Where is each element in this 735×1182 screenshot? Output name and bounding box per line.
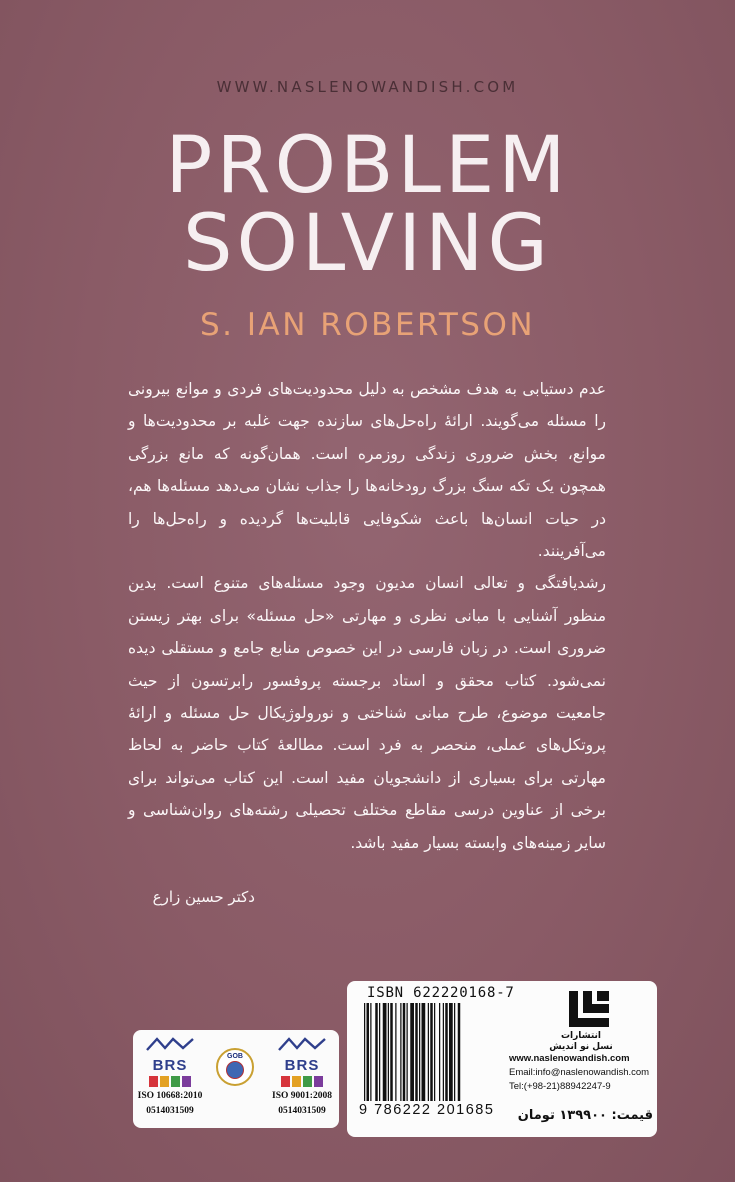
barcode-icon (362, 1003, 498, 1103)
book-title-line1: PROBLEM (165, 121, 570, 211)
isbn-label: ISBN 622220168-7 (367, 985, 515, 1001)
cert-code-right: 0514031509 (278, 1106, 326, 1116)
publisher-name-line2: نسل نو اندیش (549, 1042, 613, 1052)
back-cover-blurb (128, 373, 606, 859)
brs-certificate-left (137, 1036, 203, 1117)
publisher-phone: Tel:(+98-21)88942247-9 (509, 1081, 611, 1092)
publisher-website-header: WWW.NASLENOWANDISH.COM (216, 78, 519, 96)
book-title-line2: SOLVING (183, 199, 552, 289)
blurb-paragraph-1: عدم دستیابی به هدف مشخص به دلیل محدودیت‌های فردی و موانع بیرونی را مسئله می‌گویند. ارائهٔ راه‌حل‌های سازنده جهت غلبه بر محدودیت‌ها و موانع، بخش ضروری زندگی روزمره است. همان‌گونه که مانع بزرگی همچون یک تکه سنگ بزرگ رودخانه‌ها را جذاب نشان می‌دهد مسئله‌ها هم، در حیات انسان‌ها باعث شکوفایی قابلیت‌ها گردیده و راه‌حل‌ها را می‌آفرینند. (128, 380, 606, 561)
book-author: S. IAN ROBERTSON (199, 307, 536, 343)
brs-brand-left: BRS (152, 1057, 188, 1074)
brs-certificate-right (269, 1036, 335, 1117)
isbn-digits: 9 786222 201685 (359, 1102, 495, 1118)
blurb-paragraph-2: رشدیافتگی و تعالی انسان مدیون وجود مسئله‌های متنوع است. بدین منظور آشنایی با مبانی نظری و مهارتی «حل مسئله» برای بهتر زیستن ضروری است. در زبان فارسی در این خصوص منابع جامع و مستقلی دیده نمی‌شود. کتاب محقق و استاد برجسته پروفسور رابرتسون از حیث جامعیت موضوع، طرح مبانی شناختی و نورولوژیکال حل مسئله و ارائهٔ پروتکل‌های عملی، منحصر به فرد است. مطالعهٔ کتاب حاضر به لحاظ مهارتی برای بسیاری از دانشجویان مفید است. این کتاب می‌تواند برای برخی از عناوین درسی مقاطع مختلف تحصیلی رشته‌های روان‌شناسی و سایر زمینه‌های وابسته بسیار مفید باشد. (128, 574, 606, 852)
book-price: قیمت: ۱۳۹۹۰۰ تومان (517, 1108, 653, 1123)
globe-icon (226, 1061, 244, 1079)
iso-standard-right: ISO 9001:2008 (272, 1091, 332, 1101)
blurb-signature: دکتر حسین زارع (152, 888, 255, 906)
barcode-panel (347, 981, 657, 1137)
publisher-website: www.naslenowandish.com (509, 1053, 630, 1064)
certification-panel (133, 1030, 339, 1128)
brs-logo-icon (277, 1037, 327, 1051)
gob-badge-label: GOB (227, 1053, 243, 1060)
brs-color-bars-icon (137, 1076, 203, 1087)
brs-logo-icon (145, 1037, 195, 1051)
brs-brand-right: BRS (284, 1057, 320, 1074)
iso-standard-left: ISO 10668:2010 (137, 1091, 203, 1101)
publisher-email: Email:info@naslenowandish.com (509, 1067, 650, 1078)
publisher-name (529, 1031, 633, 1053)
brs-color-bars-icon (269, 1076, 335, 1087)
cert-code-left: 0514031509 (146, 1106, 194, 1116)
publisher-logo-icon (567, 987, 611, 1031)
gob-badge (216, 1048, 254, 1086)
publisher-name-line1: انتشارات (561, 1031, 601, 1041)
